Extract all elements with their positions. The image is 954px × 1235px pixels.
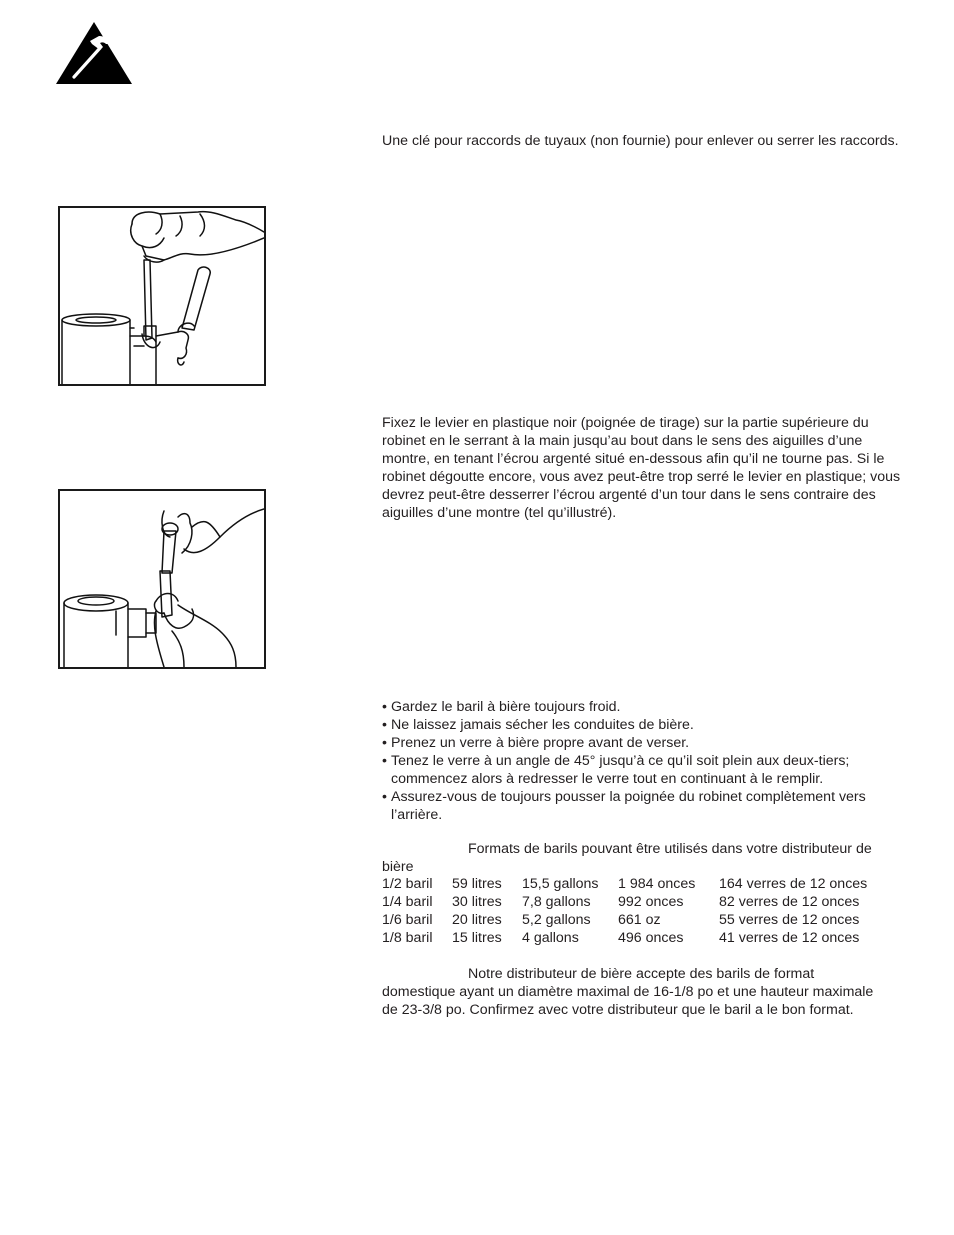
keg-size-cell: 1/2 baril	[382, 876, 433, 892]
keg-glasses-cell: 41 verres de 12 onces	[719, 930, 860, 946]
lever-adjusting-figure	[58, 489, 266, 669]
keg-gallons-cell: 15,5 gallons	[522, 876, 599, 892]
keg-litres-cell: 20 litres	[452, 912, 502, 928]
table-row	[382, 911, 867, 929]
bullet-glyph: •	[382, 699, 387, 715]
keg-size-cell: 1/4 baril	[382, 894, 433, 910]
keg-formats-intro	[382, 840, 902, 876]
keg-litres-cell: 30 litres	[452, 894, 502, 910]
keg-ounces-cell: 992 onces	[618, 894, 684, 910]
keg-ounces-cell: 661 oz	[618, 912, 661, 928]
tip-text: Prenez un verre à bière propre avant de verser.	[391, 735, 690, 751]
note-line2: domestique ayant un diamètre maximal de 16-1/8 po et une hauteur maximale	[382, 984, 874, 1000]
list-item	[382, 788, 902, 824]
keg-formats-intro-line2: bière	[382, 859, 414, 875]
hammer-warning-icon	[56, 22, 132, 86]
bullet-glyph: •	[382, 717, 387, 733]
list-item	[382, 698, 902, 716]
keg-formats-intro-line1: Formats de barils pouvant être utilisés dans votre distributeur de	[468, 841, 872, 857]
lever-instructions-text: Fixez le levier en plastique noir (poignée de tirage) sur la partie supérieure du robinet en le serrant à la main jusqu’au bout dans le sens des aiguilles d’une montre, en tenant l’écrou argenté situé en-dessous afin qu’il ne tourne pas. Si le robinet dégoutte encore, vous avez peut-être trop serré le levier en plastique; vous devrez peut-être desserrer l’écrou argenté d’un tour dans le sens contraire des aiguilles d’une montre (tel qu’illustré).	[382, 415, 901, 521]
list-item	[382, 752, 902, 788]
keg-glasses-cell: 55 verres de 12 onces	[719, 912, 860, 928]
keg-glasses-cell: 164 verres de 12 onces	[719, 876, 868, 892]
note-line1: Notre distributeur de bière accepte des barils de format	[468, 966, 815, 982]
bullet-glyph: •	[382, 789, 387, 805]
keg-ounces-cell: 1 984 onces	[618, 876, 696, 892]
tip-text: Tenez le verre à un angle de 45° jusqu’à ce qu’il soit plein aux deux-tiers; commencez alors à redresser le verre tout en continuant à le remplir.	[391, 753, 850, 787]
hands-adjusting-lever-illustration	[60, 491, 264, 667]
keg-gallons-cell: 7,8 gallons	[522, 894, 591, 910]
table-row	[382, 875, 867, 893]
table-row	[382, 929, 867, 947]
keg-litres-cell: 15 litres	[452, 930, 502, 946]
bullet-glyph: •	[382, 753, 387, 769]
keg-dimension-note	[382, 965, 902, 1019]
keg-gallons-cell: 4 gallons	[522, 930, 579, 946]
keg-gallons-cell: 5,2 gallons	[522, 912, 591, 928]
note-line3: de 23-3/8 po. Confirmez avec votre distributeur que le baril a le bon format.	[382, 1002, 854, 1018]
keg-formats-table	[382, 875, 867, 947]
keg-ounces-cell: 496 onces	[618, 930, 684, 946]
tip-text: Ne laissez jamais sécher les conduites de bière.	[391, 717, 694, 733]
keg-litres-cell: 59 litres	[452, 876, 502, 892]
keg-size-cell: 1/8 baril	[382, 930, 433, 946]
table-row	[382, 893, 867, 911]
keg-size-cell: 1/6 baril	[382, 912, 433, 928]
serving-tips-list	[382, 698, 902, 824]
bullet-glyph: •	[382, 735, 387, 751]
list-item	[382, 716, 902, 734]
tip-text: Assurez-vous de toujours pousser la poignée du robinet complètement vers l’arrière.	[391, 789, 866, 823]
faucet-tightening-figure	[58, 206, 266, 386]
list-item	[382, 734, 902, 752]
hand-tightening-faucet-illustration	[60, 208, 264, 384]
tip-text: Gardez le baril à bière toujours froid.	[391, 699, 621, 715]
keg-glasses-cell: 82 verres de 12 onces	[719, 894, 860, 910]
wrench-note-text: Une clé pour raccords de tuyaux (non fournie) pour enlever ou serrer les raccords.	[382, 133, 899, 149]
